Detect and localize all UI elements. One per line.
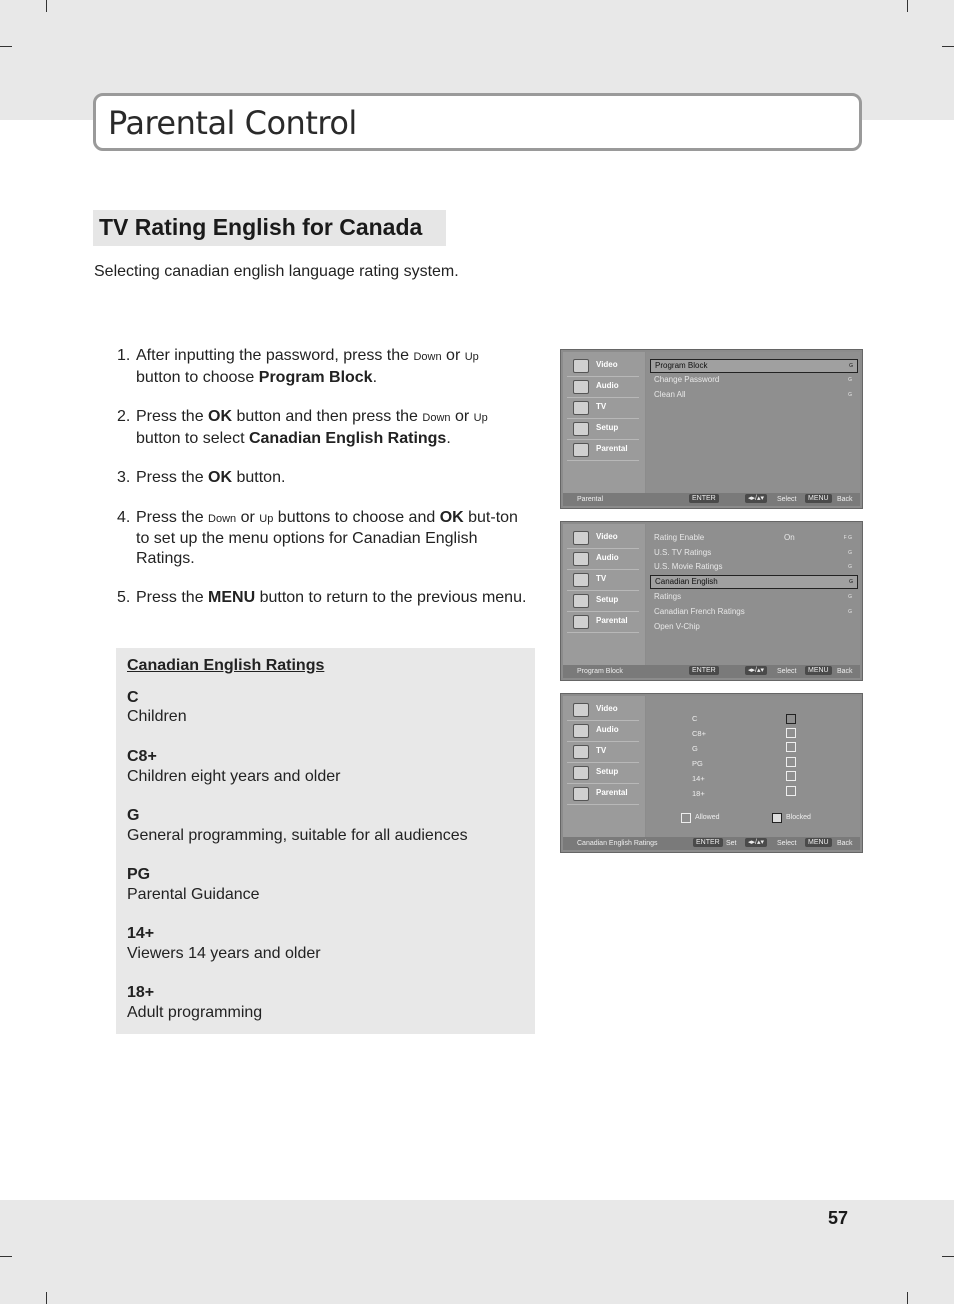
option-rating-enable[interactable]: Rating Enable On F G xyxy=(654,533,852,542)
menu-item-audio[interactable]: Audio xyxy=(567,377,639,398)
parental-icon xyxy=(573,787,589,801)
footer-band xyxy=(0,1200,954,1304)
back-label: Back xyxy=(837,496,853,503)
audio-icon xyxy=(573,380,589,394)
tv-icon xyxy=(573,573,589,587)
rating-item: C Children xyxy=(127,688,187,726)
ratings-heading: Canadian English Ratings xyxy=(127,657,325,674)
rating-row-c8: C8+ xyxy=(692,729,706,738)
section-title: TV Rating English for Canada xyxy=(99,214,423,240)
crop-mark xyxy=(0,46,12,47)
select-label: Select xyxy=(777,496,797,503)
back-label: Back xyxy=(837,840,853,847)
setup-icon xyxy=(573,594,589,608)
intro-text: Selecting canadian english language rating system. xyxy=(94,263,459,280)
option-us-tv-ratings[interactable]: U.S. TV Ratings G xyxy=(654,548,852,557)
menu-item-audio[interactable]: Audio xyxy=(567,549,639,570)
menu-item-tv[interactable]: TV xyxy=(567,570,639,591)
menu-key: MENU xyxy=(805,666,832,675)
tv-icon xyxy=(573,745,589,759)
menu-item-tv[interactable]: TV xyxy=(567,398,639,419)
menu-key: MENU xyxy=(805,838,832,847)
option-program-block[interactable]: Program Block G xyxy=(650,359,858,373)
menu-item-parental[interactable]: Parental xyxy=(567,612,639,633)
step-number: 3. xyxy=(117,469,131,487)
rating-checkbox-18[interactable] xyxy=(786,786,796,796)
setup-icon xyxy=(573,766,589,780)
step-text: Press the Down or Up buttons to choose and OK but-ton to set up the menu options for Canadian English Ratings. xyxy=(136,508,518,567)
video-icon xyxy=(573,703,589,717)
rating-row-14: 14+ xyxy=(692,774,705,783)
parental-icon xyxy=(573,443,589,457)
select-label: Select xyxy=(777,668,797,675)
rating-checkbox-c[interactable] xyxy=(786,714,796,724)
page-title: Parental Control xyxy=(108,104,357,142)
crop-mark xyxy=(0,1256,12,1257)
option-ratings[interactable]: Ratings G xyxy=(654,592,852,601)
crop-mark xyxy=(46,0,47,12)
step-text: After inputting the password, press the Down or Up button to choose Program Block. xyxy=(136,347,479,386)
rating-checkbox-g[interactable] xyxy=(786,742,796,752)
rating-checkbox-14[interactable] xyxy=(786,771,796,781)
osd-screen-parental xyxy=(560,349,863,509)
step-text: Press the OK button. xyxy=(136,469,286,487)
option-change-password[interactable]: Change Password G xyxy=(654,375,852,384)
menu-item-tv[interactable]: TV xyxy=(567,742,639,763)
rating-row-pg: PG xyxy=(692,759,703,768)
back-label: Back xyxy=(837,668,853,675)
page-number: 57 xyxy=(828,1208,849,1228)
setup-icon xyxy=(573,422,589,436)
rating-item: 18+ Adult programming xyxy=(127,984,263,1021)
enter-key: ENTER xyxy=(693,838,723,847)
video-icon xyxy=(573,531,589,545)
crop-mark xyxy=(907,1292,908,1304)
option-clean-all[interactable]: Clean All G xyxy=(654,390,852,399)
crop-mark xyxy=(942,46,954,47)
option-us-movie-ratings[interactable]: U.S. Movie Ratings G xyxy=(654,562,852,571)
rating-row-18: 18+ xyxy=(692,789,705,798)
step-number: 4. xyxy=(117,508,131,526)
menu-item-parental[interactable]: Parental xyxy=(567,784,639,805)
rating-item: C8+ Children eight years and older xyxy=(127,747,341,785)
menu-item-video[interactable]: Video xyxy=(567,700,639,721)
step-4 xyxy=(117,508,527,569)
parental-icon xyxy=(573,615,589,629)
osd-screen-program-block xyxy=(560,521,863,681)
rating-item: 14+ Viewers 14 years and older xyxy=(127,925,321,962)
osd-screen-canadian-english xyxy=(560,693,863,853)
steps-list xyxy=(117,346,527,628)
select-label: Select xyxy=(777,840,797,847)
rating-item: G General programming, suitable for all audiences xyxy=(127,806,468,844)
rating-row-c: C xyxy=(692,714,698,723)
crop-mark xyxy=(907,0,908,12)
menu-item-parental[interactable]: Parental xyxy=(567,440,639,461)
osd-menu xyxy=(563,352,645,493)
step-text: Press the OK button and then press the Down or Up button to select Canadian English Ratings. xyxy=(136,408,488,447)
step-5 xyxy=(117,588,527,608)
osd-footer xyxy=(563,493,860,506)
section-heading-box xyxy=(93,210,446,246)
video-icon xyxy=(573,359,589,373)
crop-mark xyxy=(942,1256,954,1257)
enter-key: ENTER xyxy=(689,666,719,675)
menu-item-video[interactable]: Video xyxy=(567,356,639,377)
rating-item: PG Parental Guidance xyxy=(127,865,260,903)
step-2 xyxy=(117,407,527,448)
rating-checkbox-pg[interactable] xyxy=(786,757,796,767)
menu-item-setup[interactable]: Setup xyxy=(567,591,639,612)
allowed-label: Allowed xyxy=(695,814,720,821)
step-3 xyxy=(117,468,527,488)
arrow-keys-icon: ◂▸/▴▾ xyxy=(745,494,767,503)
lock-icon xyxy=(772,813,782,823)
step-text: Press the MENU button to return to the previous menu. xyxy=(136,589,527,607)
step-number: 5. xyxy=(117,589,131,607)
tv-icon xyxy=(573,401,589,415)
footer-label: Program Block xyxy=(577,668,623,675)
page-title-box xyxy=(93,93,862,151)
set-label: Set xyxy=(726,840,737,847)
audio-icon xyxy=(573,724,589,738)
footer-label: Canadian English Ratings xyxy=(577,840,658,847)
blocked-label: Blocked xyxy=(786,814,811,821)
rating-row-g: G xyxy=(692,744,698,753)
option-open-vchip[interactable]: Open V-Chip xyxy=(654,622,700,631)
crop-mark xyxy=(46,1292,47,1304)
menu-item-video[interactable]: Video xyxy=(567,528,639,549)
osd-footer xyxy=(563,837,860,850)
option-canadian-french[interactable]: Canadian French Ratings G xyxy=(654,607,852,616)
osd-options xyxy=(646,524,860,665)
step-1 xyxy=(117,346,527,387)
rating-checkbox-c8[interactable] xyxy=(786,728,796,738)
audio-icon xyxy=(573,552,589,566)
step-number: 1. xyxy=(117,347,131,364)
arrow-keys-icon: ◂▸/▴▾ xyxy=(745,838,767,847)
enter-key: ENTER xyxy=(689,494,719,503)
arrow-keys-icon: ◂▸/▴▾ xyxy=(745,666,767,675)
step-number: 2. xyxy=(117,408,131,426)
option-canadian-english[interactable]: Canadian English G xyxy=(650,575,858,589)
osd-menu xyxy=(563,524,645,665)
allowed-legend-box xyxy=(681,813,691,823)
osd-footer xyxy=(563,665,860,678)
menu-key: MENU xyxy=(805,494,832,503)
menu-item-setup[interactable]: Setup xyxy=(567,419,639,440)
footer-label: Parental xyxy=(577,496,604,503)
menu-item-setup[interactable]: Setup xyxy=(567,763,639,784)
osd-options xyxy=(646,352,860,493)
ratings-box xyxy=(116,648,535,1034)
menu-item-audio[interactable]: Audio xyxy=(567,721,639,742)
rating-checklist xyxy=(646,696,860,837)
osd-menu xyxy=(563,696,645,837)
